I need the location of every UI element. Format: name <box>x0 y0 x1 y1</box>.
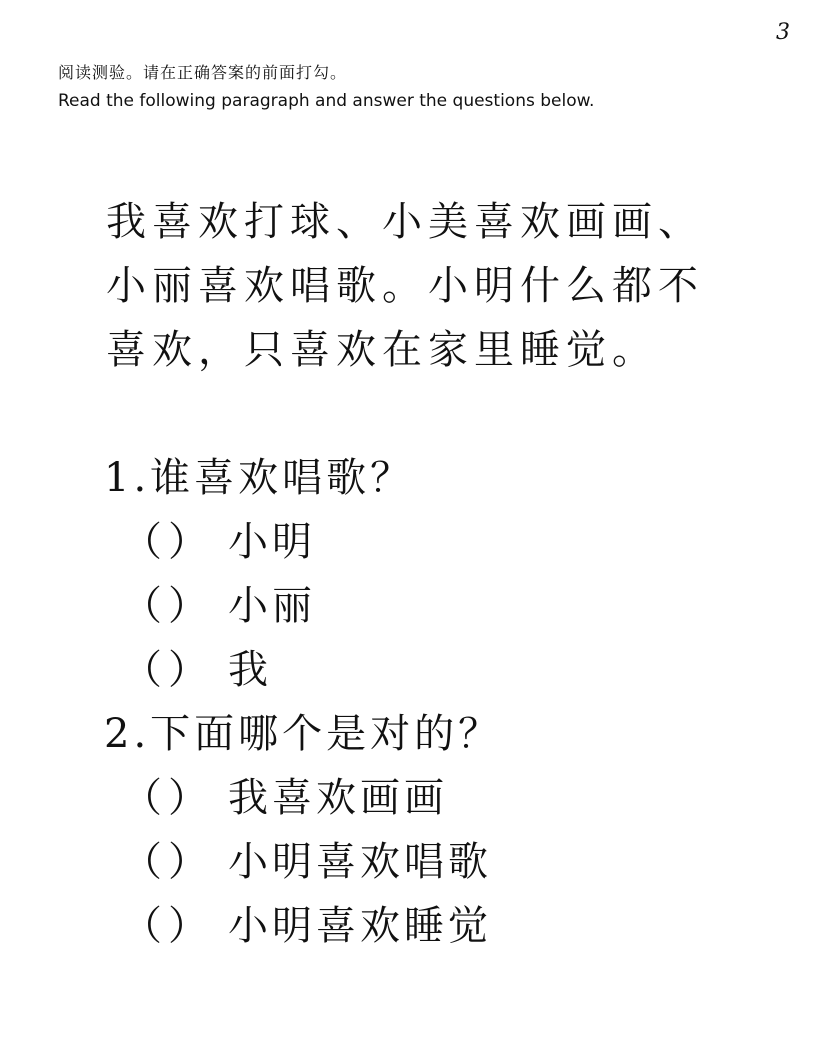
answer-checkbox[interactable] <box>122 894 208 958</box>
question-2 <box>104 702 502 958</box>
answer-option[interactable] <box>104 638 502 702</box>
open-paren: （ <box>122 839 162 885</box>
answer-text: 我喜欢画画 <box>228 775 448 821</box>
answer-option[interactable] <box>104 894 502 958</box>
close-paren: ） <box>168 647 208 693</box>
instructions-chinese: 阅读测验。请在正确答案的前面打勾。 <box>58 63 348 82</box>
open-paren: （ <box>122 903 162 949</box>
question-1 <box>104 446 502 702</box>
open-paren: （ <box>122 775 162 821</box>
question-title: 2.下面哪个是对的？ <box>104 711 503 757</box>
answer-checkbox[interactable] <box>122 638 208 702</box>
answer-text: 小丽 <box>228 583 316 629</box>
close-paren: ） <box>168 775 208 821</box>
answer-text: 小明喜欢唱歌 <box>228 839 492 885</box>
answer-option[interactable] <box>104 510 502 574</box>
answer-option[interactable] <box>104 766 502 830</box>
close-paren: ） <box>168 583 208 629</box>
answer-option[interactable] <box>104 574 502 638</box>
page-number: 3 <box>776 20 790 45</box>
answer-checkbox[interactable] <box>122 574 208 638</box>
question-list <box>104 446 502 958</box>
passage-line: 我喜欢打球、小美喜欢画画、 <box>106 199 704 245</box>
answer-text: 小明 <box>228 519 316 565</box>
question-title: 1.谁喜欢唱歌？ <box>104 455 415 501</box>
answer-text: 我 <box>228 647 272 693</box>
reading-passage <box>106 190 704 382</box>
instructions-english: Read the following paragraph and answer the questions below. <box>58 91 595 111</box>
passage-line: 喜欢，只喜欢在家里睡觉。 <box>106 327 658 373</box>
answer-checkbox[interactable] <box>122 510 208 574</box>
close-paren: ） <box>168 519 208 565</box>
open-paren: （ <box>122 519 162 565</box>
close-paren: ） <box>168 839 208 885</box>
answer-checkbox[interactable] <box>122 766 208 830</box>
open-paren: （ <box>122 647 162 693</box>
passage-line: 小丽喜欢唱歌。小明什么都不 <box>106 263 704 309</box>
answer-text: 小明喜欢睡觉 <box>228 903 492 949</box>
answer-option[interactable] <box>104 830 502 894</box>
answer-checkbox[interactable] <box>122 830 208 894</box>
open-paren: （ <box>122 583 162 629</box>
close-paren: ） <box>168 903 208 949</box>
